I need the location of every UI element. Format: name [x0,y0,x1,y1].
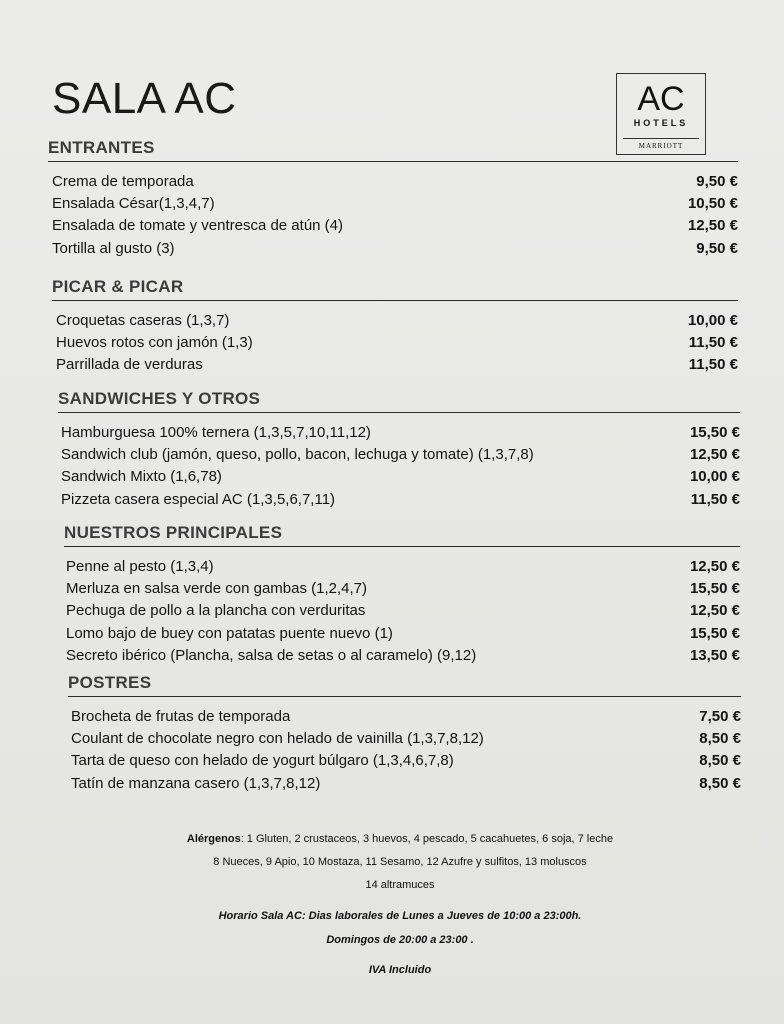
item-name: Brocheta de frutas de temporada [71,708,291,725]
item-name: Croquetas caseras (1,3,7) [56,312,230,329]
logo-brand-text: MARRIOTT [623,138,699,150]
menu-item [61,422,740,444]
section-title: POSTRES [68,673,741,697]
item-name: Secreto ibérico (Plancha, salsa de setas o al caramelo) (9,12) [66,646,477,664]
item-price: 12,50 € [689,446,740,464]
menu-item [56,354,738,376]
allergens-label: Alérgenos [186,833,241,845]
menu-item [52,193,738,215]
menu-item [61,466,740,488]
item-price: 15,50 € [689,580,740,598]
item-price: 11,50 € [688,356,738,374]
menu-item [66,645,740,667]
item-price: 12,50 € [689,558,740,575]
logo-sub-text: HOTELS [633,118,689,128]
item-list [64,556,740,667]
item-price: 13,50 € [689,646,740,664]
section-entrantes [48,138,738,260]
item-price: 7,50 € [699,708,741,725]
allergens-line-1 [60,828,740,851]
opening-hours [60,904,740,952]
menu-item [71,706,741,728]
section-postres [68,673,741,795]
item-price: 10,50 € [687,195,738,213]
menu-item [66,578,740,600]
section-title: NUESTROS PRINCIPALES [64,523,740,547]
item-price: 11,50 € [688,334,738,352]
item-price: 12,50 € [687,217,738,235]
item-name: Merluza en salsa verde con gambas (1,2,4,7) [66,580,367,598]
allergens-line-2: 8 Nueces, 9 Apio, 10 Mostaza, 11 Sesamo, 12 Azufre y sulfitos, 13 moluscos [213,856,587,868]
menu-item [66,623,740,645]
item-price: 8,50 € [699,752,741,770]
menu-item [71,773,741,795]
item-name: Sandwich club (jamón, queso, pollo, bacon, lechuga y tomate) (1,3,7,8) [61,446,534,464]
item-price: 9,50 € [696,239,738,257]
hours-line-1: Horario Sala AC: Dias laborales de Lunes a Jueves de 10:00 a 23:00h. [218,910,582,922]
item-list [48,171,738,260]
item-name: Tarta de queso con helado de yogurt búlgaro (1,3,4,6,7,8) [71,752,454,770]
menu-item [52,171,738,193]
item-price: 8,50 € [699,774,741,792]
item-name: Ensalada de tomate y ventresca de atún (4) [52,217,344,235]
item-list [68,706,741,795]
menu-item [56,310,738,332]
item-name: Lomo bajo de buey con patatas puente nuevo (1) [66,624,393,642]
menu-item [66,556,740,578]
menu-item [61,444,740,466]
section-picar [52,277,738,377]
item-name: Huevos rotos con jamón (1,3) [56,334,253,352]
vat-note: IVA Incluido [368,964,432,976]
item-price: 11,50 € [690,490,740,508]
section-title: ENTRANTES [48,138,738,162]
allergens-line-3: 14 altramuces [365,879,435,891]
item-name: Pechuga de pollo a la plancha con verduritas [66,602,366,620]
item-name: Penne al pesto (1,3,4) [66,558,214,575]
item-price: 10,00 € [689,468,740,486]
item-name: Pizzeta casera especial AC (1,3,5,6,7,11) [61,490,336,508]
item-price: 15,50 € [689,624,740,642]
section-title: SANDWICHES Y OTROS [58,389,740,413]
item-list [58,422,740,511]
menu-item [66,600,740,622]
item-price: 10,00 € [687,312,738,329]
item-price: 9,50 € [696,173,738,190]
menu-item [56,332,738,354]
item-price: 15,50 € [689,424,740,441]
hours-line-2: Domingos de 20:00 a 23:00 . [326,934,474,946]
page-title: SALA AC [52,74,237,123]
item-name: Tatín de manzana casero (1,3,7,8,12) [71,774,321,792]
item-name: Tortilla al gusto (3) [52,239,175,257]
allergens-text-1: : 1 Gluten, 2 crustaceos, 3 huevos, 4 pescado, 5 cacahuetes, 6 soja, 7 leche [240,833,614,845]
menu-item [52,238,738,260]
item-name: Crema de temporada [52,173,194,190]
section-title: PICAR & PICAR [52,277,738,301]
menu-item [52,215,738,237]
item-name: Coulant de chocolate negro con helado de vainilla (1,3,7,8,12) [71,730,484,748]
item-name: Parrillada de verduras [56,356,203,374]
item-name: Ensalada César(1,3,4,7) [52,195,215,213]
section-principales [64,523,740,667]
menu-item [71,728,741,750]
menu-item [71,750,741,772]
item-name: Hamburguesa 100% ternera (1,3,5,7,10,11,12) [61,424,371,441]
item-price: 8,50 € [699,730,741,748]
logo-main-text: AC [637,80,685,118]
item-name: Sandwich Mixto (1,6,78) [61,468,222,486]
menu-item [61,489,740,511]
section-sandwiches [58,389,740,511]
item-price: 12,50 € [689,602,740,620]
allergens-note [60,828,740,897]
item-list [52,310,738,377]
